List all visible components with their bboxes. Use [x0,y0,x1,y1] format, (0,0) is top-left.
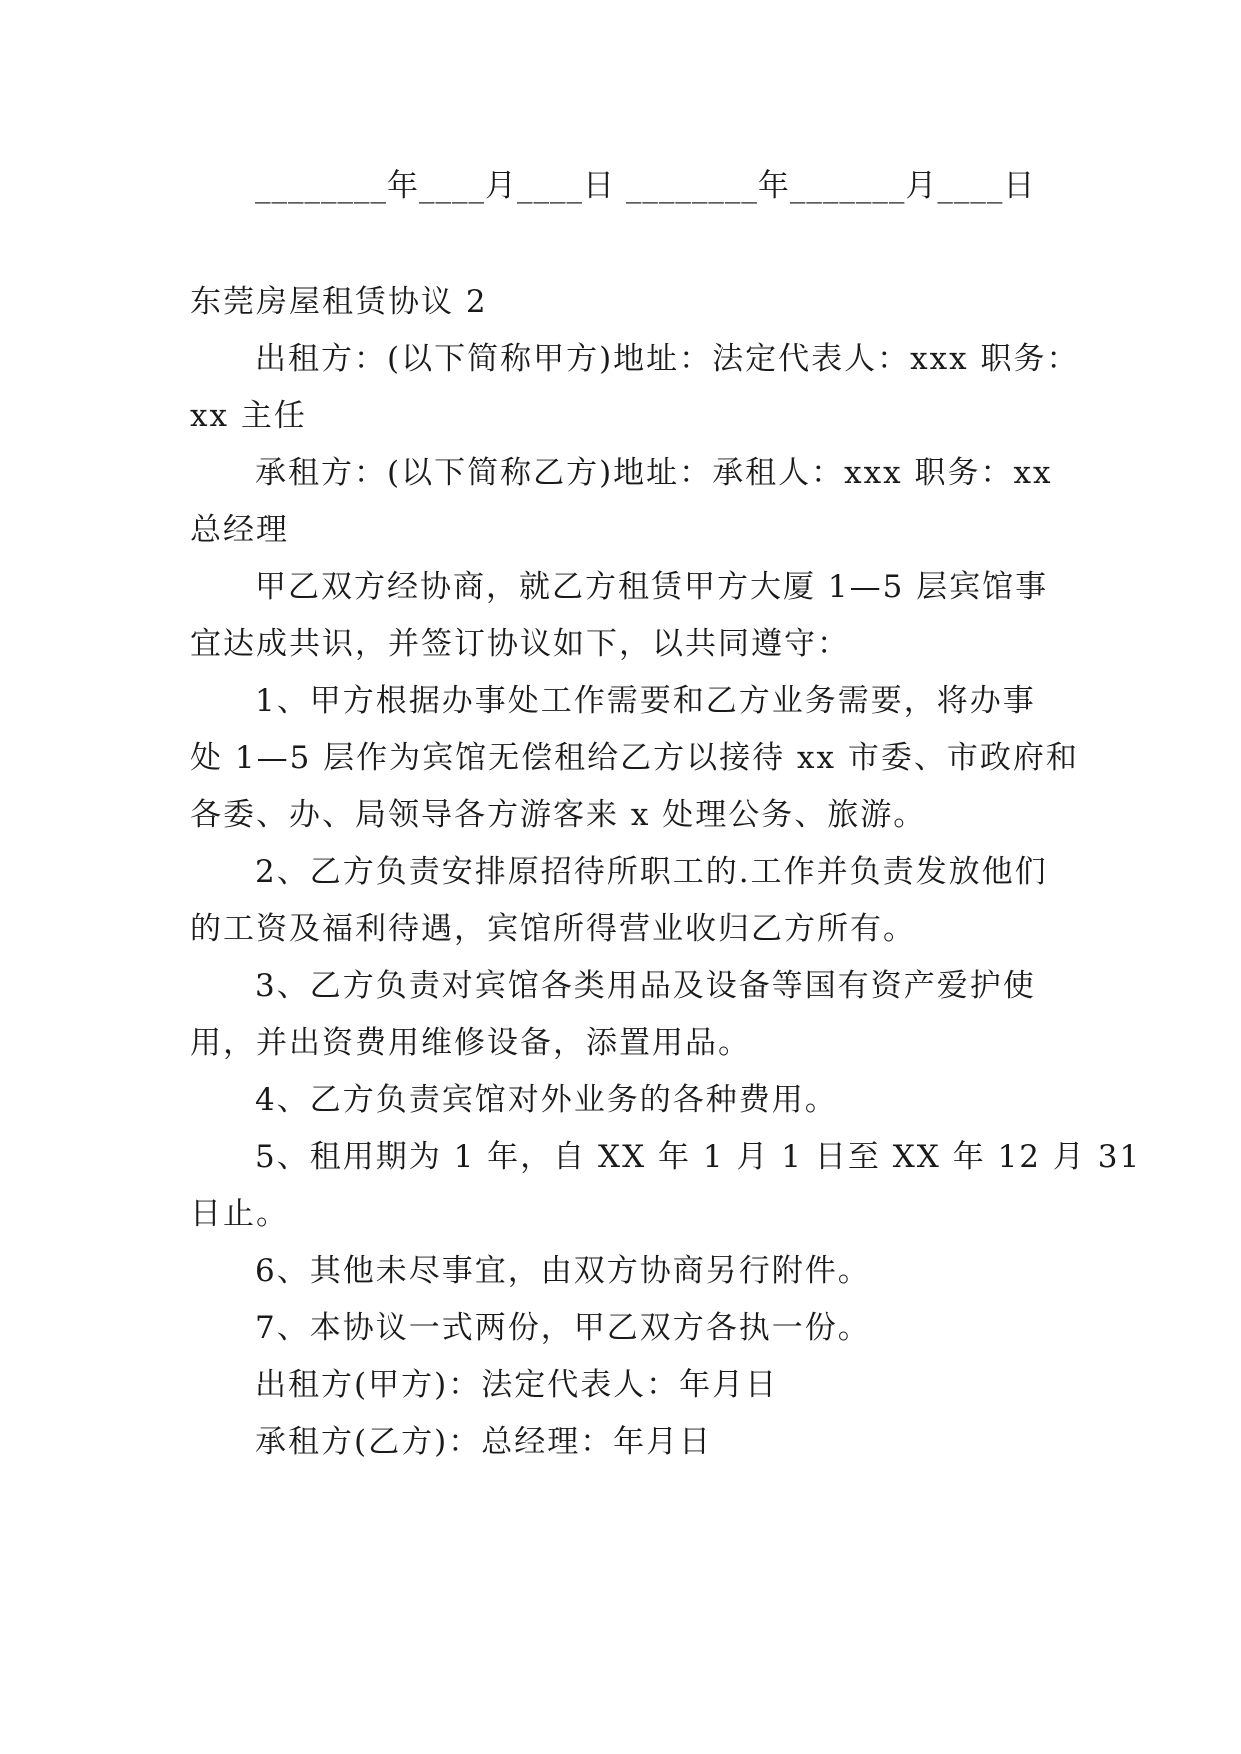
intro-line-2: 宜达成共识，并签订协议如下，以共同遵守： [190,626,850,662]
clause-7-line-1: 7、本协议一式两份，甲乙双方各执一份。 [255,1310,871,1346]
clause-1-line-3: 各委、办、局领导各方游客来 x 处理公务、旅游。 [190,797,927,833]
clause-2-line-1: 2、乙方负责安排原招待所职工的.工作并负责发放他们 [255,854,1048,890]
lessor-info-line-2: xx 主任 [190,398,307,434]
lessee-info-line-2: 总经理 [190,512,289,548]
clause-1-line-2: 处 1—5 层作为宾馆无偿租给乙方以接待 xx 市委、市政府和 [190,740,1079,776]
signature-date-line: ________年____月____日 ________年_______月____日 [255,168,1036,204]
clause-4-line-1: 4、乙方负责宾馆对外业务的各种费用。 [255,1082,838,1118]
clause-3-line-1: 3、乙方负责对宾馆各类用品及设备等国有资产爱护使 [255,968,1036,1004]
lessee-info-line-1: 承租方：(以下简称乙方)地址：承租人：xxx 职务：xx [255,455,1053,491]
clause-6-line-1: 6、其他未尽事宜，由双方协商另行附件。 [255,1253,871,1289]
document-title: 东莞房屋租赁协议 2 [190,284,488,320]
lessor-info-line-1: 出租方：(以下简称甲方)地址：法定代表人：xxx 职务： [255,341,1080,377]
clause-2-line-2: 的工资及福利待遇，宾馆所得营业收归乙方所有。 [190,911,916,947]
lessee-signature-line: 承租方(乙方)：总经理：年月日 [255,1424,713,1460]
clause-5-line-1: 5、租用期为 1 年，自 XX 年 1 月 1 日至 XX 年 12 月 31 [255,1139,1142,1175]
lessor-signature-line: 出租方(甲方)：法定代表人：年月日 [255,1367,779,1403]
clause-1-line-1: 1、甲方根据办事处工作需要和乙方业务需要，将办事 [255,683,1036,719]
intro-line-1: 甲乙双方经协商，就乙方租赁甲方大厦 1—5 层宾馆事 [255,569,1049,605]
clause-3-line-2: 用，并出资费用维修设备，添置用品。 [190,1025,751,1061]
clause-5-line-2: 日止。 [190,1196,289,1232]
